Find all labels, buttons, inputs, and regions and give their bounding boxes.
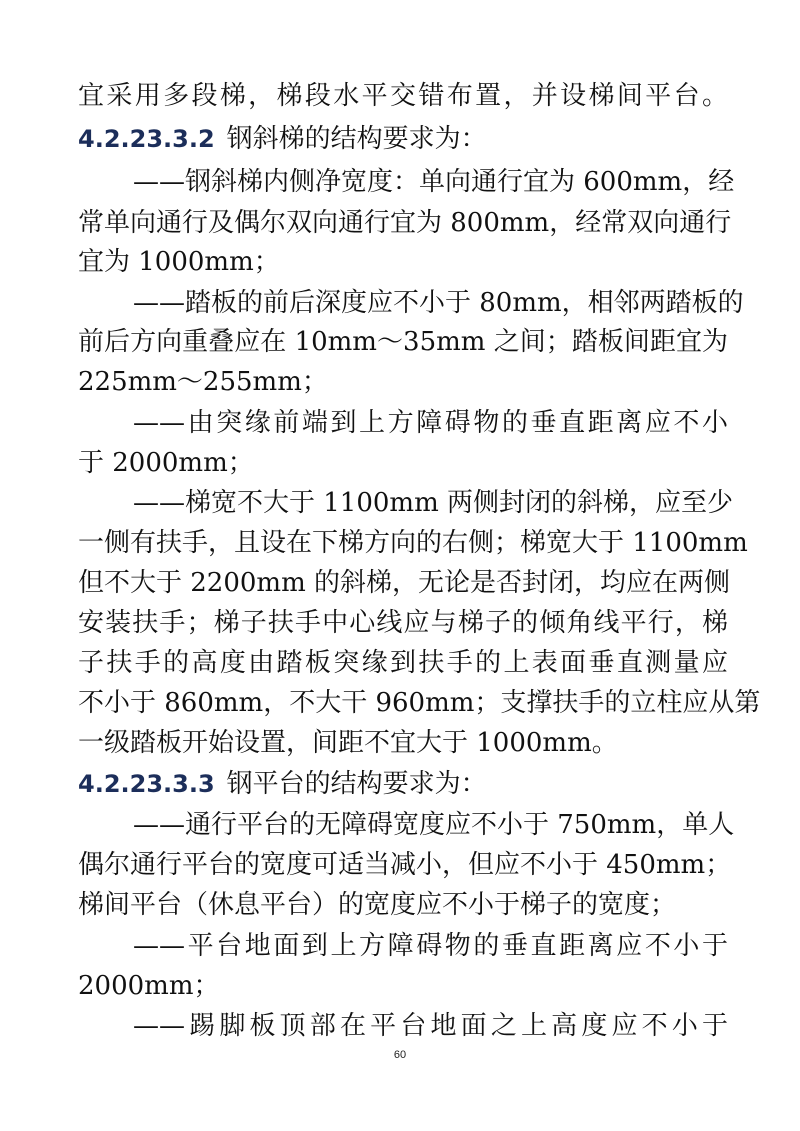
paragraph-line: 梯间平台（休息平台）的宽度应不小于梯子的宽度； bbox=[78, 890, 677, 920]
paragraph-line: 于 2000mm； bbox=[78, 448, 254, 478]
paragraph-line: ——踢脚板顶部在平台地面之上高度应不小于 bbox=[133, 1011, 728, 1041]
paragraph-line: 2000mm； bbox=[78, 971, 220, 1001]
paragraph-line: 但不大于 2200mm 的斜梯，无论是否封闭，均应在两侧 bbox=[78, 568, 731, 598]
paragraph-line: ——通行平台的无障碍宽度应不小于 750mm，单人 bbox=[133, 810, 735, 840]
paragraph-line: 宜为 1000mm； bbox=[78, 247, 280, 277]
paragraph-line: 子扶手的高度由踏板突缘到扶手的上表面垂直测量应 bbox=[78, 648, 728, 678]
paragraph-line: ——平台地面到上方障碍物的垂直距离应不小于 bbox=[133, 931, 728, 961]
paragraph-line: ——踏板的前后深度应不小于 80mm，相邻两踏板的 bbox=[133, 288, 744, 318]
paragraph-line: 偶尔通行平台的宽度可适当减小，但应不小于 450mm； bbox=[78, 850, 732, 880]
paragraph-line: 225mm～255mm； bbox=[78, 367, 328, 397]
paragraph-line: ——梯宽不大于 1100mm 两侧封闭的斜梯，应至少 bbox=[133, 488, 734, 518]
paragraph-line: 安装扶手；梯子扶手中心线应与梯子的倾角线平行，梯 bbox=[78, 608, 728, 638]
section-heading-4-2-23-3-2 bbox=[78, 119, 728, 159]
paragraph-line: 前后方向重叠应在 10mm～35mm 之间；踏板间距宜为 bbox=[78, 327, 728, 357]
section-number: 4.2.23.3.2 bbox=[78, 125, 215, 153]
paragraph-line: 一侧有扶手，且设在下梯方向的右侧；梯宽大于 1100mm bbox=[78, 528, 748, 558]
section-heading-4-2-23-3-3 bbox=[78, 764, 728, 804]
paragraph-line: 宜采用多段梯，梯段水平交错布置，并设梯间平台。 bbox=[78, 81, 728, 111]
paragraph-line: ——由突缘前端到上方障碍物的垂直距离应不小 bbox=[133, 408, 728, 438]
section-title: 钢斜梯的结构要求为： bbox=[226, 124, 487, 154]
paragraph-line: 常单向通行及偶尔双向通行宜为 800mm，经常双向通行 bbox=[78, 208, 732, 238]
paragraph-line: ——钢斜梯内侧净宽度：单向通行宜为 600mm，经 bbox=[133, 167, 735, 197]
paragraph-line: 不小于 860mm，不大干 960mm；支撑扶手的立柱应从第 bbox=[78, 688, 761, 718]
page-number: 60 bbox=[393, 1049, 407, 1061]
section-number: 4.2.23.3.3 bbox=[78, 770, 215, 798]
paragraph-line: 一级踏板开始设置，间距不宜大于 1000mm。 bbox=[78, 728, 618, 758]
section-title: 钢平台的结构要求为： bbox=[226, 769, 487, 799]
